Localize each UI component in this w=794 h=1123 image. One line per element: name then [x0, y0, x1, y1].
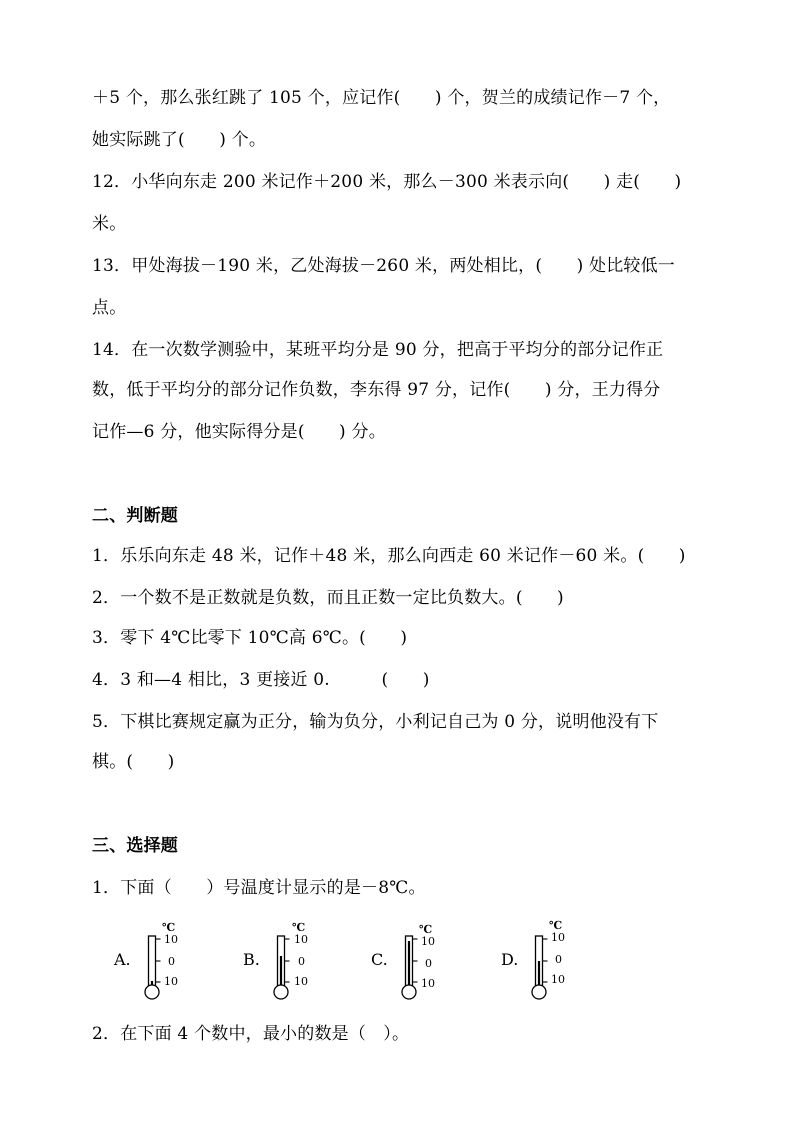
judgement-item-4: 4．3 和—4 相比，3 更接近 0. ( ) [92, 670, 430, 690]
question-14-line-2: 数，低于平均分的部分记作负数，李东得 97 分，记作( ) 分，王力得分 [92, 380, 661, 400]
judgement-item-2: 2．一个数不是正数就是负数，而且正数一定比负数大。( ) [92, 588, 564, 608]
top-scale-label: 10 [421, 935, 435, 948]
option-label: D. [501, 950, 519, 969]
bottom-scale-label: 10 [421, 977, 435, 990]
judgement-item-5-line-1: 5．下棋比赛规定赢为正分，输为负分，小利记自己为 0 分，说明他没有下 [92, 712, 659, 732]
thermometer-bulb [532, 985, 546, 999]
judgement-item-3: 3．零下 4℃比零下 10℃高 6℃。( ) [92, 628, 408, 648]
zero-scale-label: 0 [168, 955, 175, 968]
celsius-unit-label: ℃ [162, 921, 176, 934]
top-scale-label: 10 [294, 933, 308, 946]
top-scale-label: 10 [164, 933, 178, 946]
option-label: A. [114, 950, 131, 969]
thermometer-option-d [501, 918, 631, 1000]
question-11-line-2: 她实际跳了( ) 个。 [92, 130, 267, 150]
thermometer-icon [114, 918, 174, 1000]
question-14-line-1: 14．在一次数学测验中，某班平均分是 90 分，把高于平均分的部分记作正 [92, 340, 664, 360]
zero-scale-label: 0 [555, 953, 562, 966]
top-scale-label: 10 [551, 931, 565, 944]
section-title-choice: 三、选择题 [92, 836, 178, 856]
bottom-scale-label: 10 [551, 973, 565, 986]
zero-scale-label: 0 [298, 955, 305, 968]
judgement-item-1: 1．乐乐向东走 48 米，记作＋48 米，那么向西走 60 米记作－60 米。( ) [92, 546, 686, 566]
judgement-item-5-line-2: 棋。( ) [92, 752, 175, 772]
option-label: C. [371, 950, 388, 969]
thermometer-bulb [402, 985, 416, 999]
choice-question-2: 2．在下面 4 个数中，最小的数是（ ）。 [92, 1024, 410, 1044]
bottom-scale-label: 10 [164, 975, 178, 988]
celsius-unit-label: ℃ [419, 923, 433, 936]
bottom-scale-label: 10 [294, 975, 308, 988]
thermometer-option-c [371, 918, 501, 1000]
thermometer-option-b [243, 918, 373, 1000]
question-14-line-3: 记作—6 分，他实际得分是( ) 分。 [92, 422, 386, 442]
section-title-judgement: 二、判断题 [92, 506, 178, 526]
option-label: B. [243, 950, 260, 969]
thermometer-option-a [114, 918, 244, 1000]
celsius-unit-label: ℃ [292, 921, 306, 934]
thermometer-icon [371, 918, 431, 1000]
thermometer-icon [501, 918, 561, 1000]
question-12-line-2: 米。 [92, 214, 127, 234]
thermometer-tube [149, 936, 156, 986]
question-12-line-1: 12．小华向东走 200 米记作＋200 米，那么－300 米表示向( ) 走( ) [92, 172, 682, 192]
thermometer-icon [243, 918, 306, 1000]
thermometer-bulb [274, 985, 288, 999]
choice-question-1: 1．下面（ ）号温度计显示的是－8℃。 [92, 878, 426, 898]
question-13-line-2: 点。 [92, 298, 127, 318]
question-11-line-1: ＋5 个，那么张红跳了 105 个，应记作( ) 个，贺兰的成绩记作－7 个， [92, 88, 671, 108]
zero-scale-label: 0 [425, 957, 432, 970]
thermometer-bulb [145, 985, 159, 999]
question-13-line-1: 13．甲处海拔－190 米，乙处海拔－260 米，两处相比，( ) 处比较低一 [92, 256, 676, 276]
celsius-unit-label: ℃ [549, 919, 563, 932]
